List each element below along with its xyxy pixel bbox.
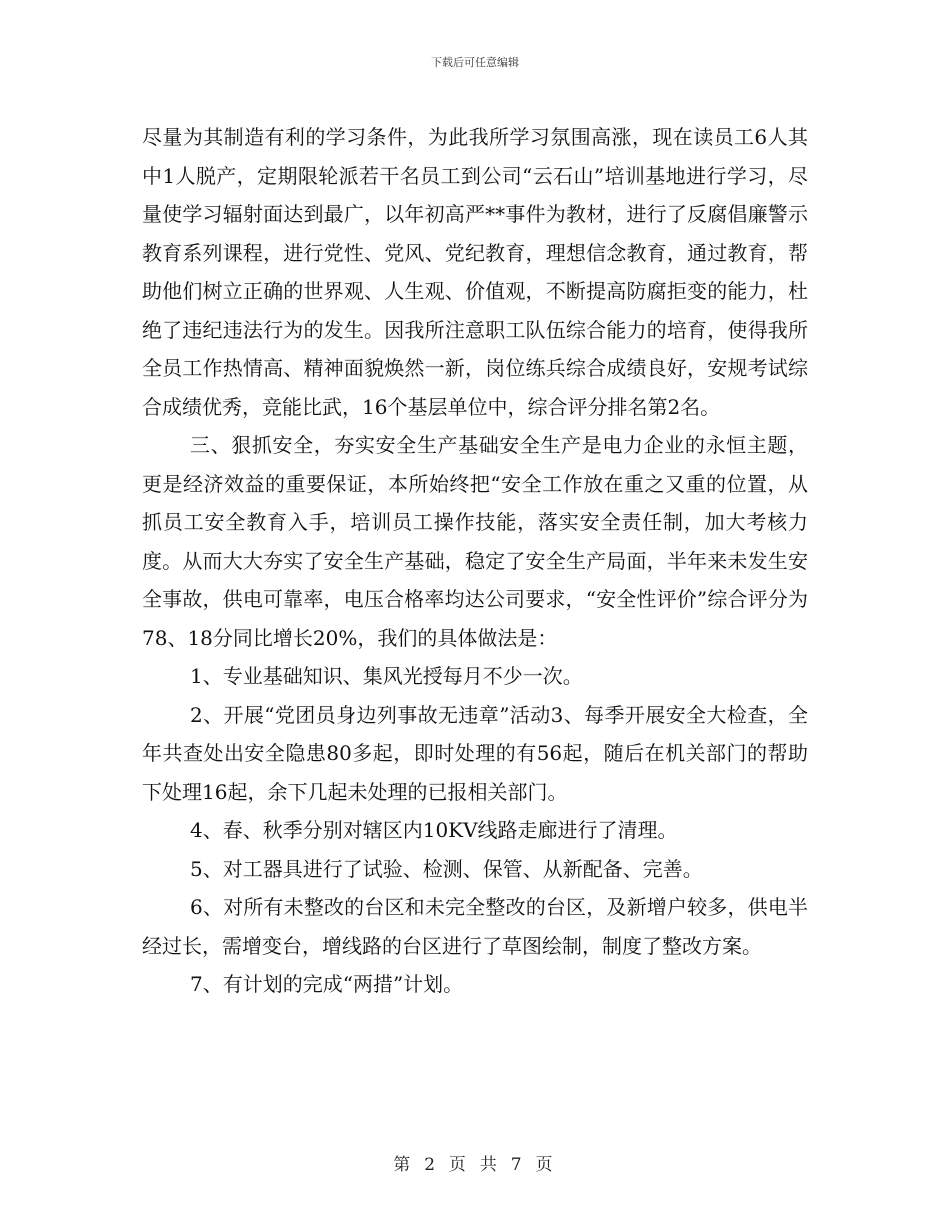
paragraph-1: 尽量为其制造有利的学习条件，为此我所学习氛围高涨，现在读员工6人其中1人脱产，定期限轮派若干名员工到公司“云石山”培训基地进行学习，尽量使学习辐射面达到最广，以年初高严**事件为教材，进行了反腐倡廉警示教育系列课程，进行党性、党风、党纪教育，理想信念教育，通过教育，帮助他们树立正确的世界观、人生观、价值观，不断提高防腐拒变的能力，杜绝了违纪违法行为的发生。因我所注意职工队伍综合能力的培育，使得我所全员工作热情高、精神面貌焕然一新，岗位练兵综合成绩良好，安规考试综合成绩优秀，竞能比武，16个基层单位中，综合评分排名第2名。 (142, 125, 808, 419)
paragraph-2: 三、狠抓安全，夯实安全生产基础安全生产是电力企业的永恒主题，更是经济效益的重要保证，本所始终把“安全工作放在重之又重的位置，从抓员工安全教育入手，培训员工操作技能，落实安全责任制，加大考核力度。从而大大夯实了安全生产基础，稳定了安全生产局面，半年来未发生安全事故，供电可靠率，电压合格率均达公司要求，“安全性评价”综合评分为78、18分同比增长20%，我们的具体做法是： (142, 433, 808, 650)
header-note: 下载后可任意编辑 (431, 56, 519, 69)
list-item-2: 2、开展“党团员身边列事故无违章”活动3、每季开展安全大检查，全年共查处出安全隐患80多起，即时处理的有56起，随后在机关部门的帮助下处理16起，余下几起未处理的已报相关部门。 (142, 702, 808, 804)
list-item-5: 5、对工器具进行了试验、检测、保管、从新配备、完善。 (190, 856, 703, 881)
list-item-7: 7、有计划的完成“两措”计划。 (190, 972, 464, 996)
list-item-1: 1、专业基础知识、集风光授每月不少一次。 (190, 664, 583, 688)
list-item-6: 6、对所有未整改的台区和未完全整改的台区，及新增户较多，供电半经过长，需增变台，增线路的台区进行了草图绘制，制度了整改方案。 (142, 895, 808, 958)
page-number: 第 2 页 共 7 页 (393, 1155, 557, 1175)
document-body (142, 118, 808, 1004)
list-item-4: 4、春、秋季分别对辖区内10KV线路走廊进行了清理。 (190, 818, 678, 842)
